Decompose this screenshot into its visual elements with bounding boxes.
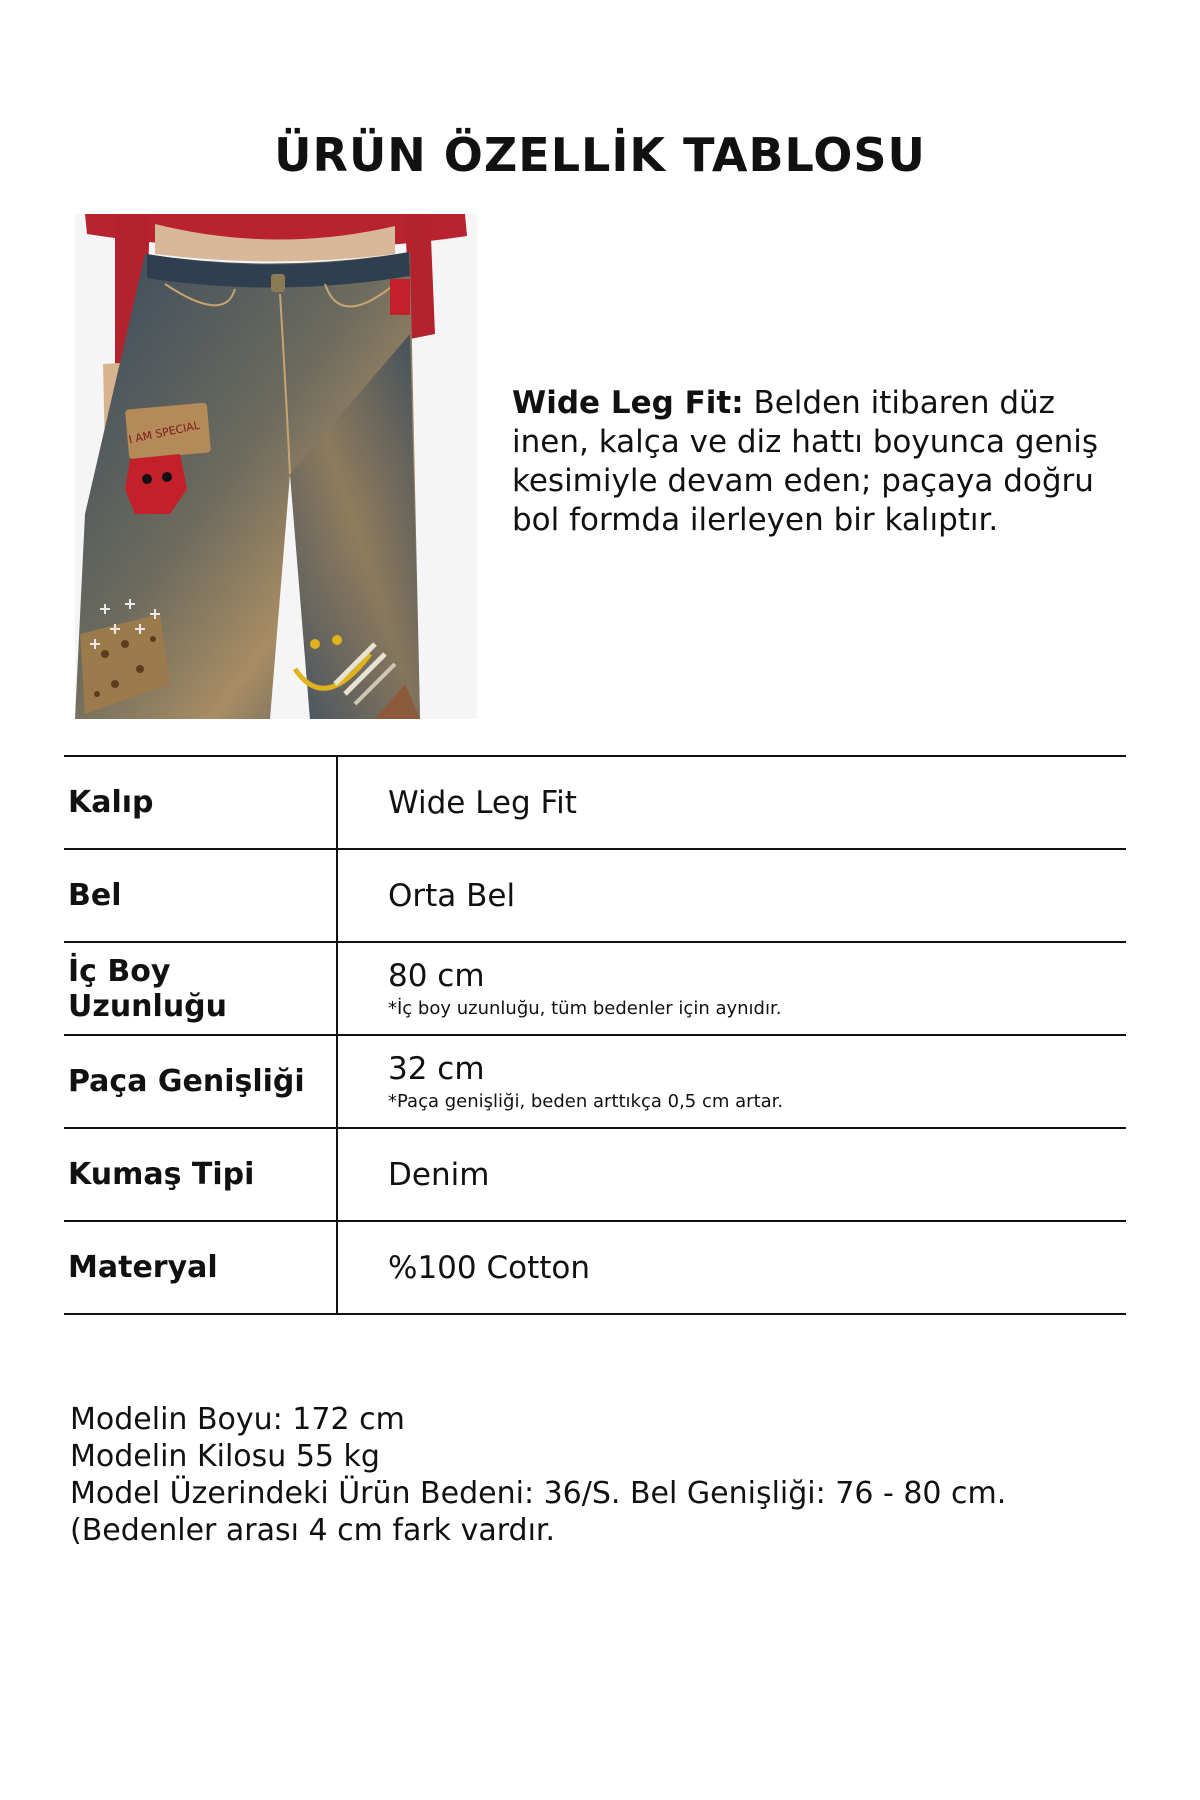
spec-value-cell bbox=[337, 756, 1126, 849]
spec-label: Bel bbox=[64, 849, 337, 942]
fit-term: Wide Leg Fit: bbox=[512, 385, 744, 421]
spec-value: Wide Leg Fit bbox=[388, 784, 577, 821]
table-row bbox=[64, 849, 1126, 942]
spec-value-cell bbox=[337, 1221, 1126, 1314]
spec-value: Orta Bel bbox=[388, 877, 516, 914]
model-info bbox=[70, 1401, 1150, 1549]
spec-table bbox=[64, 755, 1126, 1315]
page-title: ÜRÜN ÖZELLİK TABLOSU bbox=[274, 128, 926, 182]
spec-value: %100 Cotton bbox=[388, 1249, 591, 1286]
spec-label: Materyal bbox=[64, 1221, 337, 1314]
spec-value-cell bbox=[337, 1035, 1126, 1128]
wide-leg-jeans-photo-icon bbox=[75, 214, 477, 719]
spec-note: *Paça genişliği, beden arttıkça 0,5 cm artar. bbox=[388, 1091, 784, 1112]
fit-text: Belden itibaren düz inen, kalça ve diz hattı boyunca geniş kesimiyle devam eden; paçaya doğru bol formda ilerleyen bir kalıptır. bbox=[512, 385, 1099, 538]
model-size: Model Üzerindeki Ürün Bedeni: 36/S. Bel Genişliği: 76 - 80 cm. (Bedenler arası 4 cm fark vardır. bbox=[70, 1476, 1007, 1548]
table-row bbox=[64, 1035, 1126, 1128]
fit-description bbox=[512, 384, 1132, 540]
spec-value: 32 cm bbox=[388, 1051, 485, 1087]
model-weight: Modelin Kilosu 55 kg bbox=[70, 1439, 380, 1474]
spec-label: İç Boy Uzunluğu bbox=[64, 942, 337, 1035]
table-row bbox=[64, 1128, 1126, 1221]
spec-label: Kumaş Tipi bbox=[64, 1128, 337, 1221]
spec-note: *İç boy uzunluğu, tüm bedenler için aynıdır. bbox=[388, 998, 782, 1019]
product-photo bbox=[75, 214, 477, 719]
table-row bbox=[64, 1221, 1126, 1314]
table-row bbox=[64, 756, 1126, 849]
spec-label: Kalıp bbox=[64, 756, 337, 849]
spec-value: Denim bbox=[388, 1156, 490, 1193]
spec-value-cell bbox=[337, 849, 1126, 942]
model-height: Modelin Boyu: 172 cm bbox=[70, 1402, 405, 1437]
spec-value-cell bbox=[337, 1128, 1126, 1221]
spec-value-cell bbox=[337, 942, 1126, 1035]
table-row bbox=[64, 942, 1126, 1035]
spec-value: 80 cm bbox=[388, 958, 485, 994]
patch-text: I AM SPECIAL bbox=[127, 418, 202, 447]
spec-label: Paça Genişliği bbox=[64, 1035, 337, 1128]
